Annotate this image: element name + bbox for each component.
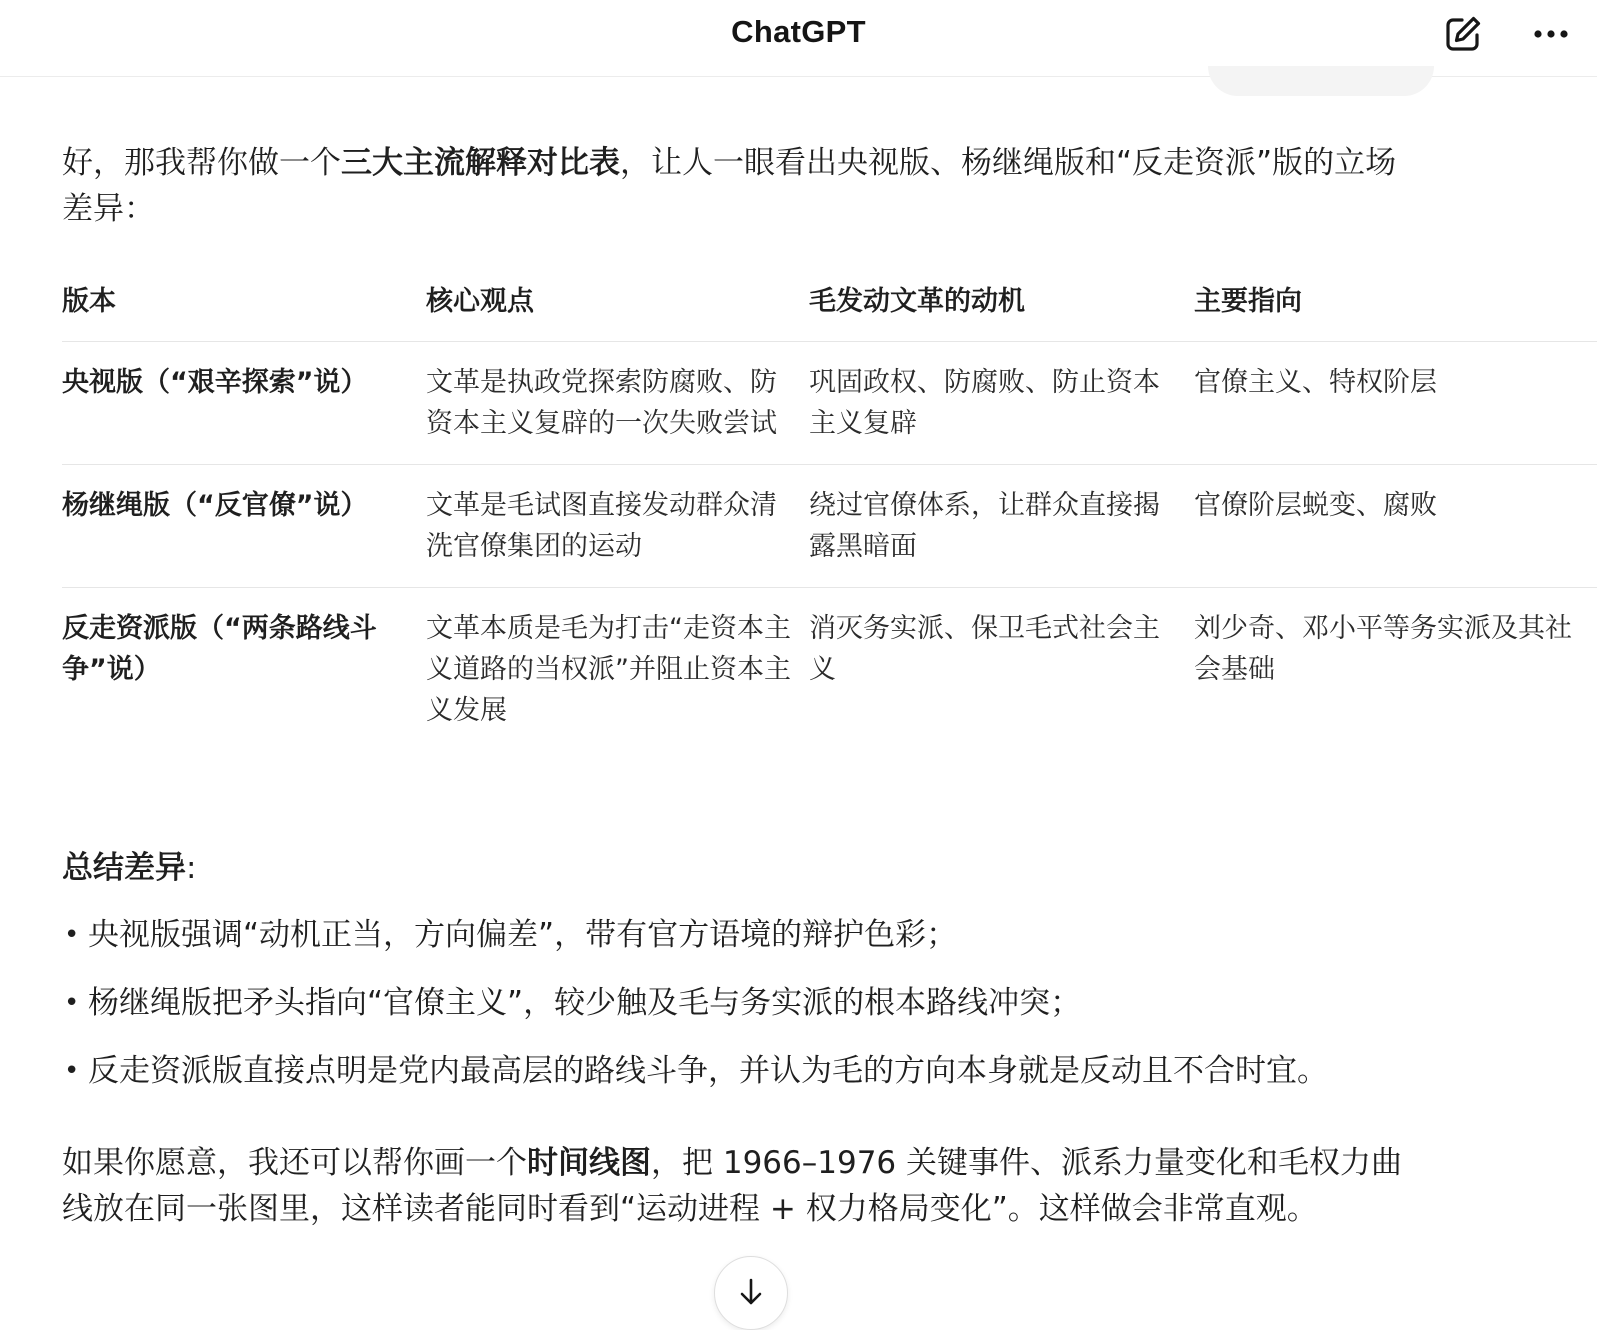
table-row	[62, 342, 1597, 465]
intro-text-start: 好，那我帮你做一个	[62, 145, 341, 181]
table-cell-motive: 巩固政权、防腐败、防止资本主义复辟	[809, 342, 1194, 465]
scroll-to-bottom-button[interactable]	[714, 1256, 788, 1330]
previous-user-message-bubble	[1208, 66, 1434, 96]
table-cell-version: 杨继绳版（“反官僚”说）	[62, 465, 426, 588]
list-item	[62, 912, 1462, 958]
table-cell-target: 官僚阶层蜕变、腐败	[1194, 465, 1597, 588]
list-item	[62, 1048, 1462, 1094]
header-target: 主要指向	[1194, 277, 1597, 342]
table-cell-target: 刘少奇、邓小平等务实派及其社会基础	[1194, 613, 1572, 685]
list-item-text: 央视版强调“动机正当，方向偏差”，带有官方语境的辩护色彩；	[88, 917, 958, 953]
intro-bold: 三大主流解释对比表	[341, 145, 620, 181]
app-title: ChatGPT	[731, 14, 866, 49]
table-header-row	[62, 277, 1597, 342]
table-cell-target: 官僚主义、特权阶层	[1194, 342, 1597, 465]
bullet-icon: •	[64, 1056, 80, 1086]
closing-text-start: 如果你愿意，我还可以帮你画一个	[62, 1145, 527, 1181]
summary-list	[62, 912, 1462, 1116]
bullet-icon: •	[64, 988, 80, 1018]
table-row	[62, 588, 1597, 752]
header-version: 版本	[62, 277, 426, 342]
closing-bold: 时间线图	[527, 1145, 651, 1181]
summary-heading	[62, 845, 196, 891]
intro-text-end: ，让人一眼看出央视版、杨继绳版和“反走资派”版的立场差异：	[62, 145, 1397, 227]
header-motive: 毛发动文革的动机	[809, 277, 1194, 342]
table-cell-motive: 绕过官僚体系，让群众直接揭露黑暗面	[809, 465, 1194, 588]
table-cell-motive: 消灭务实派、保卫毛式社会主义	[809, 613, 1160, 685]
table-row	[62, 465, 1597, 588]
table-cell-core: 文革是毛试图直接发动群众清洗官僚集团的运动	[426, 465, 809, 588]
summary-heading-colon: :	[186, 850, 197, 886]
list-item-text: 反走资派版直接点明是党内最高层的路线斗争，并认为毛的方向本身就是反动且不合时宜。	[88, 1053, 1328, 1089]
arrow-down-icon	[739, 1277, 763, 1307]
closing-paragraph	[62, 1140, 1427, 1232]
table-cell-version: 反走资派版（“两条路线斗争”说）	[62, 613, 377, 685]
bullet-icon: •	[64, 920, 80, 950]
table-cell-core: 文革本质是毛为打击“走资本主义道路的当权派”并阻止资本主义发展	[426, 613, 791, 726]
intro-paragraph	[62, 140, 1422, 232]
new-chat-edit-icon[interactable]	[1443, 14, 1483, 54]
assistant-message	[62, 140, 1572, 1227]
table-cell-version: 央视版（“艰辛探索”说）	[62, 342, 426, 465]
list-item	[62, 980, 1462, 1026]
list-item-text: 杨继绳版把矛头指向“官僚主义”，较少触及毛与务实派的根本路线冲突；	[88, 985, 1082, 1021]
header-core-view: 核心观点	[426, 277, 809, 342]
table-cell-core: 文革是执政党探索防腐败、防资本主义复辟的一次失败尝试	[426, 342, 809, 465]
comparison-table	[62, 277, 1597, 751]
more-horizontal-icon[interactable]	[1533, 26, 1573, 42]
summary-heading-text: 总结差异	[62, 850, 186, 886]
closing-text-end: ，把 1966–1976 关键事件、派系力量变化和毛权力曲线放在同一张图里，这样读者能同时看到“运动进程 + 权力格局变化”。这样做会非常直观。	[62, 1145, 1402, 1227]
